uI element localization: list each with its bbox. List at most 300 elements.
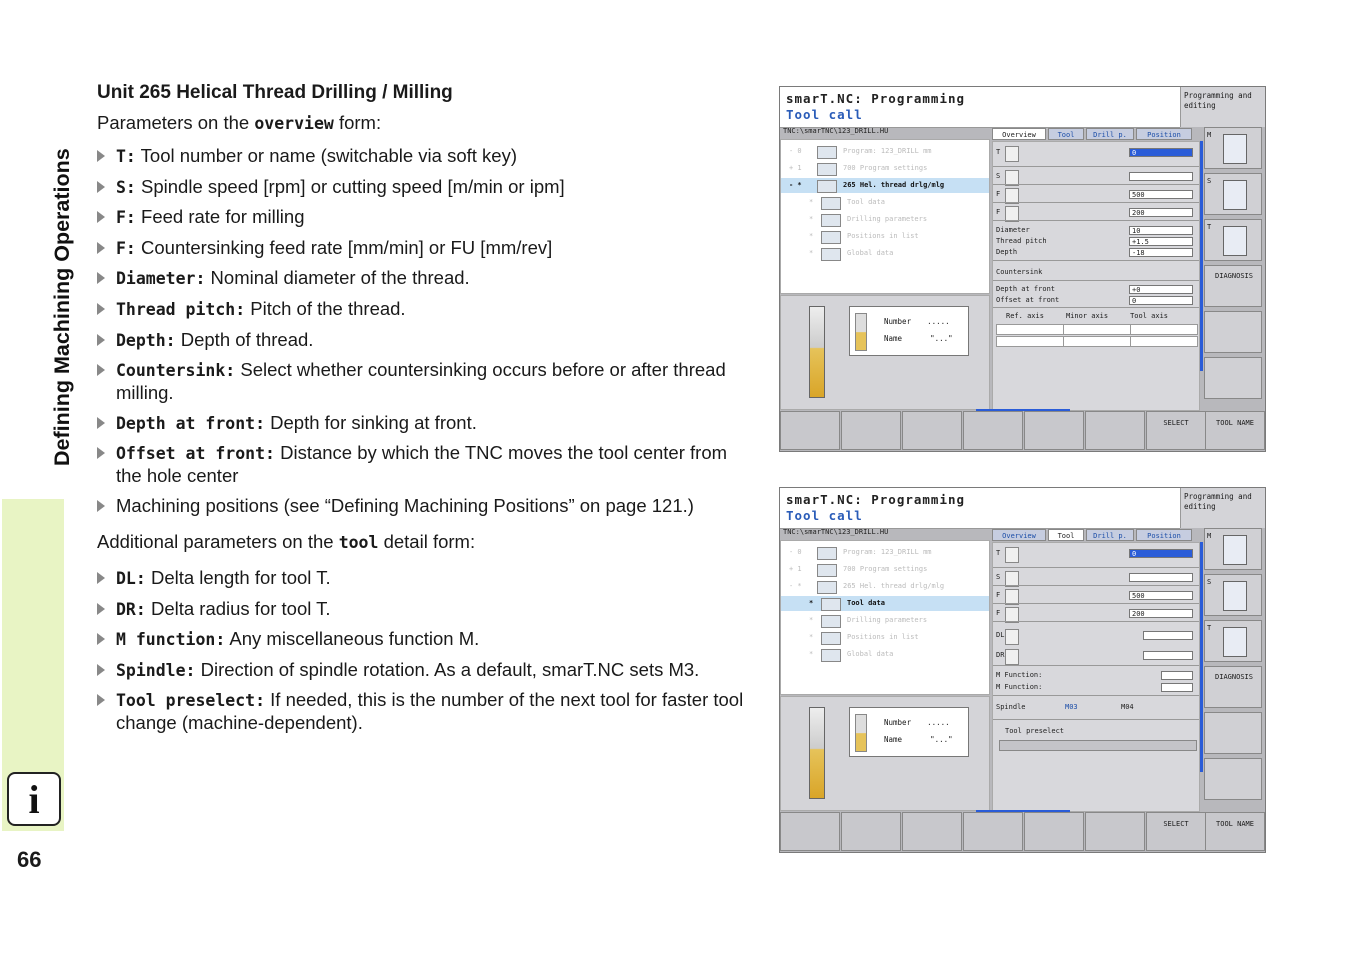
parameter-description: Direction of spindle rotation. As a default, smarT.NC sets M3. [195,658,700,680]
screen-title: smarT.NC: Programming [786,91,966,106]
field-label: F [996,609,1001,617]
parameter-code: F: [116,238,136,258]
tree-node-icon [821,197,841,210]
parameter-item [97,359,757,404]
softkey-icon [1223,535,1247,565]
form-row [993,651,1199,662]
parameter-code: Thread pitch: [116,299,246,319]
field-icon [1005,547,1019,563]
parameter-code: T: [116,147,136,166]
vertical-softkeys [1204,127,1264,412]
bottom-softkeys [780,411,1265,451]
main-content [97,82,757,742]
tool-icon [855,714,867,752]
parameter-list-overview [97,145,757,517]
softkey-s[interactable] [1204,173,1262,215]
bottom-softkeys [780,812,1265,852]
parameter-code: Countersink: [116,361,236,381]
field-input[interactable]: 0 [1129,549,1193,558]
parameter-description: Distance by which the TNC moves the tool center from the hole center [116,442,728,487]
parameter-item [97,206,757,229]
field-input[interactable] [1129,573,1193,582]
form-row [993,549,1199,560]
form-row [993,148,1199,159]
parameter-form [992,141,1200,411]
parameter-item [97,412,757,435]
parameter-code: DR: [116,599,146,619]
field-label: Offset at front [996,296,1060,304]
parameter-form [992,542,1200,812]
field-label: Countersink [996,268,1043,276]
field-input[interactable] [1129,172,1193,181]
tree-node[interactable] [781,562,989,577]
softkey-empty[interactable] [1204,758,1262,800]
program-tree [780,540,990,695]
parameter-item [97,442,757,487]
field-input[interactable] [1161,683,1193,692]
tree-node-label: Drilling parameters [847,616,928,624]
form-row [993,248,1199,259]
parameter-code: Depth: [116,330,176,350]
divider [993,280,1199,281]
form-row [993,573,1199,584]
tool-number-label: Number [884,718,912,727]
tree-node-label: Program: 123_DRILL mm [843,548,932,556]
field-input[interactable] [1143,631,1193,640]
select-label: SELECT [1163,419,1189,427]
spindle-row [993,703,1199,715]
form-row [993,591,1199,602]
operating-mode: Programming and editing [1180,87,1265,127]
screen-subtitle: Tool call [786,107,863,122]
tree-node-prefix: * [809,650,814,658]
tool-name-value: "..." [930,334,953,343]
tree-node-label: 700 Program settings [843,565,928,573]
intro2-pre: Additional parameters on the [97,530,339,552]
select-label: SELECT [1163,820,1189,828]
softkey-diagnosis[interactable] [1204,666,1262,708]
field-label: F [996,190,1001,198]
tool-number-value: ..... [927,718,950,727]
parameter-description: Delta radius for tool T. [145,597,331,619]
bottom-softkey-empty[interactable] [1024,411,1084,450]
tab-drillp[interactable]: Drill p. [1086,128,1134,140]
divider [993,603,1199,604]
tree-node-label: Positions in list [847,633,919,641]
bottom-softkey-empty[interactable] [780,411,840,450]
divider [993,567,1199,568]
parameter-description: Any miscellaneous function M. [225,628,480,650]
intro2-code: tool [338,532,379,552]
axis-label: Tool axis [1130,312,1169,320]
softkey-label: DIAGNOSIS [1215,673,1253,681]
field-icon [1005,649,1019,665]
form-row [993,683,1199,694]
tree-node-prefix: * [809,232,814,240]
field-input[interactable]: 500 [1129,190,1193,199]
field-label: T [996,549,1001,557]
parameter-description: Machining positions (see “Defining Machining Positions” on page 121.) [116,494,694,516]
tool-info-card [849,707,969,757]
field-label: DR [996,651,1005,659]
parameter-description: Depth for sinking at front. [265,411,477,433]
select-softkey[interactable] [1146,411,1206,450]
parameter-code: Depth at front: [116,413,266,433]
screen-header [780,87,1180,128]
softkey-label: T [1207,624,1212,632]
spindle-m03-option[interactable]: M03 [1065,703,1078,711]
form-scrollbar[interactable] [1200,542,1203,772]
tree-node-prefix: * [809,249,814,257]
tree-node-icon [817,564,837,577]
tree-node-prefix: - * [789,582,802,590]
form-row [993,208,1199,219]
field-input[interactable]: 200 [1129,609,1193,618]
field-label: M Function: [996,683,1043,691]
tool-preselect-row [993,727,1199,739]
tool-preview [780,696,990,811]
field-label: S [996,573,1001,581]
tree-node[interactable] [781,647,989,662]
bottom-softkey-empty[interactable] [963,812,1023,851]
field-label: T [996,148,1001,156]
tool-preselect-checkbox[interactable]: Tool preselect [1005,727,1065,735]
tree-node[interactable] [781,178,989,193]
softkey-label: M [1207,131,1212,139]
intro-pre: Parameters on the [97,112,255,133]
intro-post: form: [333,112,382,133]
divider [993,220,1199,221]
field-label: Diameter [996,226,1030,234]
tree-node[interactable] [781,195,989,210]
tool-name-row [884,334,953,343]
select-softkey[interactable] [1146,812,1206,851]
parameter-item [97,145,757,168]
field-icon [1005,629,1019,645]
tree-node-icon [821,615,841,628]
drill-icon [809,707,825,799]
axis-label: Ref. axis [1006,312,1044,320]
tree-node[interactable] [781,613,989,628]
form-tabs [992,127,1202,141]
softkey-empty[interactable] [1204,357,1262,399]
tree-node-label: Positions in list [847,232,919,240]
form-row [993,172,1199,183]
softkey-m[interactable] [1204,528,1262,570]
parameter-code: S: [116,177,136,197]
softkey-empty[interactable] [1204,311,1262,353]
parameter-item [97,689,757,734]
tree-node-label: Program: 123_DRILL mm [843,147,932,155]
field-label: F [996,591,1001,599]
axis-header [996,312,1196,320]
bottom-softkey-empty[interactable] [1085,411,1145,450]
tree-node-label: 265 Hel. thread drlg/mlg [843,582,945,590]
screenshot-tool-form [779,487,1266,853]
tree-node-icon [817,581,837,594]
field-label: Depth [996,248,1018,256]
tool-number-row [884,718,950,727]
tree-node-icon [821,632,841,645]
bottom-softkey-empty[interactable] [1085,812,1145,851]
tool-name-row [884,735,953,744]
field-label: Thread pitch [996,237,1047,245]
parameter-item [97,659,757,682]
file-path: TNC:\smarTNC\123_DRILL.HU [783,528,889,536]
softkey-m[interactable] [1204,127,1262,169]
parameter-item [97,598,757,621]
softkey-icon [1223,627,1247,657]
field-label: S [996,172,1001,180]
tree-node[interactable] [781,161,989,176]
tree-node-prefix: + 1 [789,164,802,172]
softkey-icon [1223,581,1247,611]
tree-node[interactable] [781,246,989,261]
softkey-t[interactable] [1204,620,1262,662]
tree-node-icon [821,248,841,261]
vertical-softkeys [1204,528,1264,813]
axis-label: Minor axis [1065,312,1109,320]
tool-name-label: Name [884,334,903,343]
axis-grid [996,324,1196,350]
operating-mode: Programming and editing [1180,488,1265,528]
softkey-label: S [1207,578,1212,586]
divider [993,166,1199,167]
parameter-item [97,495,757,517]
tree-node-prefix: + 1 [789,565,802,573]
parameter-item [97,176,757,199]
tree-node[interactable] [781,579,989,594]
form-row [993,190,1199,201]
softkey-s[interactable] [1204,574,1262,616]
tool-name-softkey[interactable] [1205,812,1265,851]
tree-node-label: Global data [847,249,894,257]
tab-tool[interactable]: Tool [1048,529,1084,541]
screenshot-overview-form [779,86,1266,452]
form-tabs [992,528,1202,542]
tree-node-icon [821,649,841,662]
parameter-description: Select whether countersinking occurs before or after thread milling. [116,359,726,404]
parameter-code: Diameter: [116,269,206,289]
parameter-description: If needed, this is the number of the next tool for faster tool change (machine-dependent). [116,689,744,734]
parameter-description: Spindle speed [rpm] or cutting speed [m/min or ipm] [135,175,565,197]
tool-number-row [884,317,950,326]
bottom-softkey-empty[interactable] [902,812,962,851]
tool-name-label: TOOL NAME [1216,820,1254,828]
unit-title: Unit 265 Helical Thread Drilling / Milling [97,82,453,103]
bottom-softkey-empty[interactable] [780,812,840,851]
tree-node-prefix: * [809,599,814,607]
form-scrollbar[interactable] [1200,141,1203,371]
field-input[interactable]: -18 [1129,248,1193,257]
tool-name-value: "..." [930,735,953,744]
divider [993,621,1199,622]
tab-drillp[interactable]: Drill p. [1086,529,1134,541]
intro-text [97,112,757,135]
field-input[interactable]: 200 [1129,208,1193,217]
tree-node-icon [817,180,837,193]
tool-preselect-input[interactable] [999,740,1197,751]
tool-name-softkey[interactable] [1205,411,1265,450]
softkey-icon [1223,134,1247,164]
softkey-label: T [1207,223,1212,231]
field-label: F [996,208,1001,216]
tree-node-icon [821,231,841,244]
form-row [993,609,1199,620]
form-row [993,631,1199,642]
intro2-post: detail form: [378,530,476,552]
tree-node-prefix: * [809,198,814,206]
tree-node[interactable] [781,630,989,645]
tree-node-label: Drilling parameters [847,215,928,223]
bottom-softkey-empty[interactable] [841,411,901,450]
parameter-item [97,567,757,590]
softkey-label: DIAGNOSIS [1215,272,1253,280]
tree-node[interactable] [781,144,989,159]
parameter-item [97,298,757,321]
divider [993,695,1199,696]
screen-header [780,488,1180,529]
chapter-title-text: Defining Machining Operations [50,148,74,466]
bottom-softkey-empty[interactable] [902,411,962,450]
parameter-item [97,267,757,290]
field-input[interactable]: 500 [1129,591,1193,600]
drill-icon [809,306,825,398]
tab-overview[interactable]: Overview [992,128,1046,140]
divider [993,665,1199,666]
field-input[interactable]: +1.5 [1129,237,1193,246]
field-input[interactable]: 0 [1129,296,1193,305]
form-row [993,296,1199,307]
file-path: TNC:\smarTNC\123_DRILL.HU [783,127,889,135]
spindle-m04-option[interactable]: M04 [1121,703,1134,711]
field-input[interactable]: 10 [1129,226,1193,235]
field-input[interactable]: 0 [1129,148,1193,157]
tool-preview [780,295,990,410]
form-row [993,268,1199,279]
form-row [993,671,1199,682]
field-label: DL [996,631,1005,639]
field-label: Depth at front [996,285,1056,293]
tree-node-label: Tool data [847,599,885,607]
parameter-description: Tool number or name (switchable via soft key) [135,145,518,166]
parameter-item [97,329,757,352]
parameter-description: Countersinking feed rate [mm/min] or FU [mm/rev] [135,236,553,258]
form-row [993,237,1199,248]
parameter-item [97,237,757,260]
tree-node[interactable] [781,545,989,560]
divider [993,184,1199,185]
field-input[interactable] [1161,671,1193,680]
tree-node-icon [821,598,841,611]
field-label: M Function: [996,671,1043,679]
tree-node-label: Global data [847,650,894,658]
tree-node-icon [817,146,837,159]
softkey-icon [1223,180,1247,210]
divider [993,719,1199,720]
tree-node-label: Tool data [847,198,885,206]
tree-node-prefix: - * [789,181,802,189]
tree-node[interactable] [781,229,989,244]
intro-code: overview [254,114,334,133]
tree-node-label: 265 Hel. thread drlg/mlg [843,181,945,189]
divider [993,260,1199,261]
tree-node[interactable] [781,212,989,227]
tree-node-icon [821,214,841,227]
tree-node-prefix: - 0 [789,548,802,556]
tab-tool[interactable]: Tool [1048,128,1084,140]
tab-position[interactable]: Position [1136,529,1192,541]
spindle-label: Spindle [996,703,1026,711]
chapter-title-vertical [20,96,80,466]
tool-name-label: Name [884,735,903,744]
softkey-label: M [1207,532,1212,540]
parameter-code: Spindle: [116,660,196,680]
divider [993,585,1199,586]
tool-number-label: Number [884,317,912,326]
parameter-item [97,628,757,651]
tool-name-label: TOOL NAME [1216,419,1254,427]
tree-node-icon [817,547,837,560]
page-number: 66 [17,847,42,872]
field-input[interactable] [1143,651,1193,660]
form-row [993,226,1199,237]
tab-position[interactable]: Position [1136,128,1192,140]
softkey-empty[interactable] [1204,712,1262,754]
tool-icon [855,313,867,351]
softkey-label: S [1207,177,1212,185]
tree-node[interactable] [781,596,989,611]
screen-title: smarT.NC: Programming [786,492,966,507]
parameter-description: Delta length for tool T. [145,566,331,588]
parameter-code: Tool preselect: [116,691,266,711]
tree-node-prefix: * [809,633,814,641]
parameter-list-tool [97,567,757,734]
bottom-softkey-empty[interactable] [841,812,901,851]
program-tree [780,139,990,294]
parameter-code: M function: [116,630,226,650]
tree-node-prefix: * [809,215,814,223]
intro2-text [97,531,757,554]
tool-number-value: ..... [927,317,950,326]
tree-node-prefix: * [809,616,814,624]
field-icon [1005,146,1019,162]
parameter-description: Nominal diameter of the thread. [205,267,470,289]
tab-overview[interactable]: Overview [992,529,1046,541]
softkey-icon [1223,226,1247,256]
bottom-softkey-empty[interactable] [963,411,1023,450]
parameter-code: Offset at front: [116,444,275,464]
softkey-diagnosis[interactable] [1204,265,1262,307]
parameter-code: DL: [116,568,146,588]
bottom-softkey-empty[interactable] [1024,812,1084,851]
form-row [993,285,1199,296]
tree-node-label: 700 Program settings [843,164,928,172]
parameter-code: F: [116,208,136,228]
parameter-description: Pitch of the thread. [245,297,406,319]
screen-subtitle: Tool call [786,508,863,523]
divider [993,307,1199,308]
parameter-description: Depth of thread. [175,328,314,350]
tool-info-card [849,306,969,356]
parameter-description: Feed rate for milling [135,206,305,228]
tree-node-prefix: - 0 [789,147,802,155]
field-input[interactable]: +0 [1129,285,1193,294]
info-icon: i [7,772,61,826]
tree-node-icon [817,163,837,176]
softkey-t[interactable] [1204,219,1262,261]
divider [993,202,1199,203]
